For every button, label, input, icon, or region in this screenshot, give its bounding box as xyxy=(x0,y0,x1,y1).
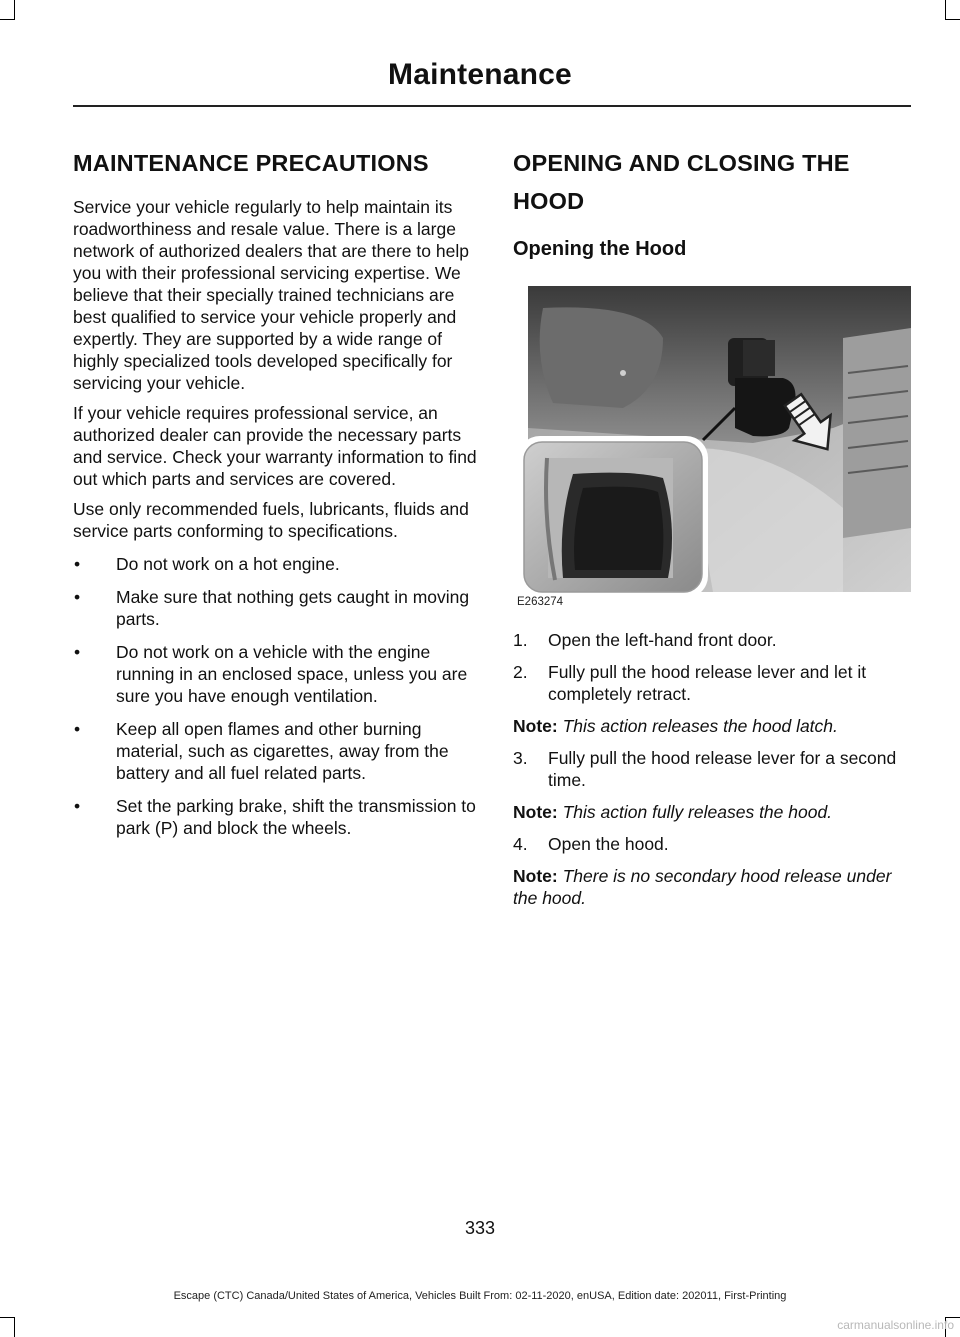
section-heading-maintenance-precautions: MAINTENANCE PRECAUTIONS xyxy=(73,150,429,176)
step-text: Open the hood. xyxy=(548,834,669,854)
hood-release-illustration xyxy=(513,278,911,616)
steps-list-part3 xyxy=(513,833,911,855)
page-number: 333 xyxy=(464,1218,496,1238)
bullet-mark: • xyxy=(74,587,81,607)
step-item xyxy=(513,629,911,651)
list-item-text: Set the parking brake, shift the transmission to park (P) and block the wheels. xyxy=(116,796,476,838)
right-column xyxy=(513,144,911,919)
note xyxy=(513,801,911,823)
section-heading-line: HOOD xyxy=(513,188,585,214)
step-number: 4. xyxy=(513,834,528,854)
section-heading-line: OPENING AND CLOSING THE xyxy=(513,150,850,176)
step-item xyxy=(513,833,911,855)
step-number: 3. xyxy=(513,748,528,768)
page-title: Maintenance xyxy=(388,58,572,91)
hood-release-lever-image xyxy=(513,278,911,616)
bullet-mark: • xyxy=(74,642,81,662)
note-text: There is no secondary hood release under the hood. xyxy=(513,866,892,908)
step-text: Fully pull the hood release lever for a second time. xyxy=(548,748,897,790)
crop-mark xyxy=(14,1317,15,1337)
bullet-mark: • xyxy=(74,554,81,574)
step-number: 2. xyxy=(513,662,528,682)
crop-mark xyxy=(945,19,960,20)
section-heading-opening-hood xyxy=(513,144,911,220)
header-divider xyxy=(73,105,911,107)
paragraph: If your vehicle requires professional service, an authorized dealer can provide the necessary parts and service. Check your warranty information to find out which parts and services are covered. xyxy=(73,403,477,489)
step-number: 1. xyxy=(513,630,528,650)
list-item xyxy=(73,718,477,784)
note xyxy=(513,865,911,909)
crop-mark xyxy=(14,0,15,20)
precaution-list xyxy=(73,553,477,839)
step-text: Open the left-hand front door. xyxy=(548,630,777,650)
paragraph: Use only recommended fuels, lubricants, fluids and service parts conforming to specifications. xyxy=(73,499,469,541)
watermark: carmanualsonline.info xyxy=(837,1318,954,1332)
crop-mark xyxy=(0,1317,15,1318)
footer-edition-info: Escape (CTC) Canada/United States of America, Vehicles Built From: 02-11-2020, enUSA, Edition date: 202011, First-Printing xyxy=(173,1290,787,1302)
steps-list-part1 xyxy=(513,629,911,705)
note-label: Note: xyxy=(513,716,558,736)
paragraph: Service your vehicle regularly to help maintain its roadworthiness and resale value. There is a large network of authorized dealers that are there to help you with their professional servicing expertise. We believe that their specially trained technicians are best qualified to service your vehicle properly and expertly. They are supported by a wide range of highly specialized tools developed specifically for servicing your vehicle. xyxy=(73,197,469,393)
note xyxy=(513,715,911,737)
note-text: This action releases the hood latch. xyxy=(562,716,838,736)
bullet-mark: • xyxy=(74,796,81,816)
note-label: Note: xyxy=(513,802,558,822)
list-item xyxy=(73,795,477,839)
steps-list-part2 xyxy=(513,747,911,791)
list-item-text: Do not work on a hot engine. xyxy=(116,554,340,574)
list-item-text: Keep all open flames and other burning material, such as cigarettes, away from the battery and all fuel related parts. xyxy=(116,719,449,783)
bullet-mark: • xyxy=(74,719,81,739)
note-label: Note: xyxy=(513,866,558,886)
list-item xyxy=(73,553,477,575)
note-text: This action fully releases the hood. xyxy=(562,802,833,822)
list-item xyxy=(73,641,477,707)
list-item-text: Do not work on a vehicle with the engine running in an enclosed space, unless you are sure you have enough ventilation. xyxy=(116,642,468,706)
left-column xyxy=(73,144,477,850)
step-item xyxy=(513,661,911,705)
crop-mark xyxy=(945,0,946,20)
subheading-opening-the-hood: Opening the Hood xyxy=(513,238,687,260)
step-item xyxy=(513,747,911,791)
step-text: Fully pull the hood release lever and let it completely retract. xyxy=(548,662,867,704)
crop-mark xyxy=(0,19,15,20)
list-item xyxy=(73,586,477,630)
figure-code: E263274 xyxy=(517,596,564,608)
list-item-text: Make sure that nothing gets caught in moving parts. xyxy=(116,587,470,629)
